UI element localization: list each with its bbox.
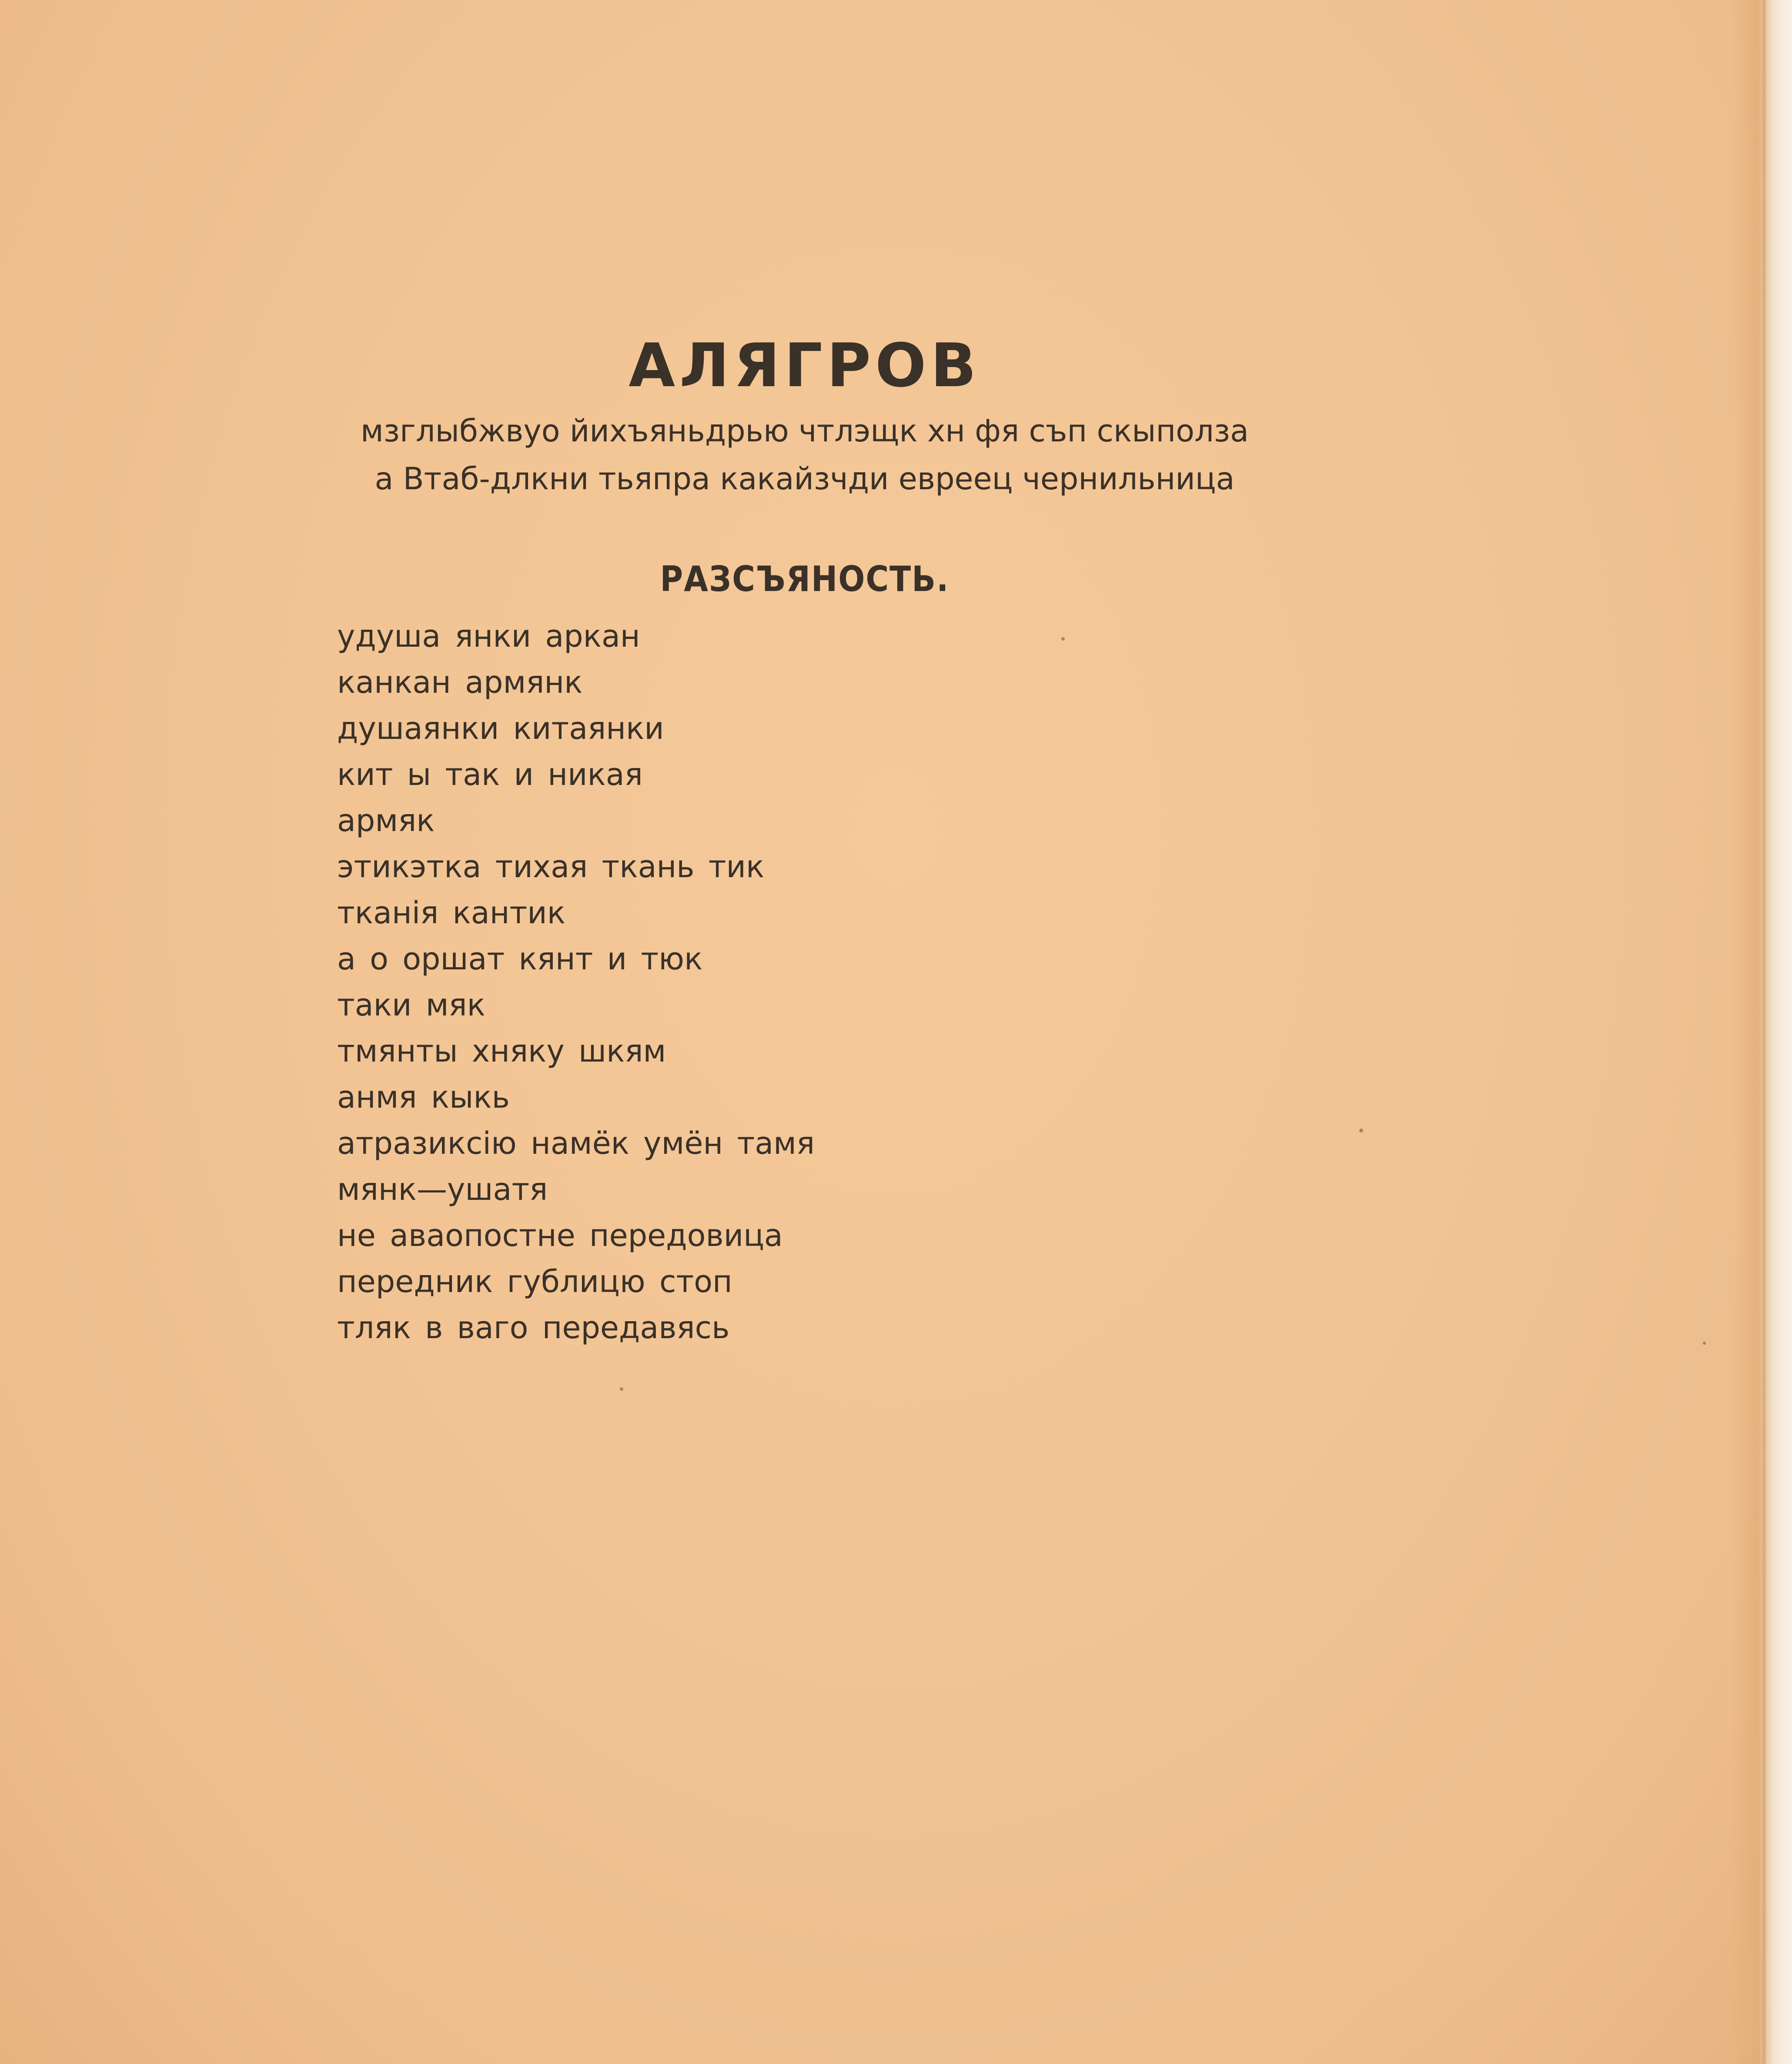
poem-line: армяк [337,803,435,838]
paper-speck [1061,637,1065,641]
subtitle-line-2: а Втаб-длкни тьяпра какайзчди евреец чернильница [374,461,1235,497]
poem-line: анмя кыкь [337,1079,510,1115]
poem-line: тляк в ваго передавясь [337,1310,730,1346]
poem-line: передник гублицю стоп [337,1264,732,1299]
poem-line: не аваопостне передовица [337,1218,783,1253]
paper-edge [1731,0,1792,2064]
poem-line: таки мяк [337,987,485,1023]
poem-line: удуша янки аркан [337,618,640,654]
poem-line: душаянки китаянки [337,711,664,746]
paper-fold [1762,0,1766,2064]
poem-line: тмянты хняку шкям [337,1033,666,1069]
paper-speck [1703,1342,1706,1345]
poem-line: атразиксію намёк умён тамя [337,1126,815,1161]
poem-body [337,613,815,1351]
poem-line: тканія кантик [337,895,566,931]
poem-line: мянк—ушатя [337,1172,548,1207]
paper-speck [1359,1129,1363,1132]
poem-line: кит ы так и никая [337,757,643,792]
paper-speck [620,1387,623,1391]
poem-heading: РАЗСЪЯНОСТЬ. [660,559,949,599]
poem-line: а о оршат кянт и тюк [337,941,703,977]
poem-line: канкан армянк [337,665,583,700]
page-title: АЛЯГРОВ [629,331,981,401]
poem-line: этикэтка тихая ткань тик [337,849,765,885]
subtitle-line-1: мзглыбжвуо йихъяньдрью чтлэщк хн фя съп скыполза [361,413,1249,449]
